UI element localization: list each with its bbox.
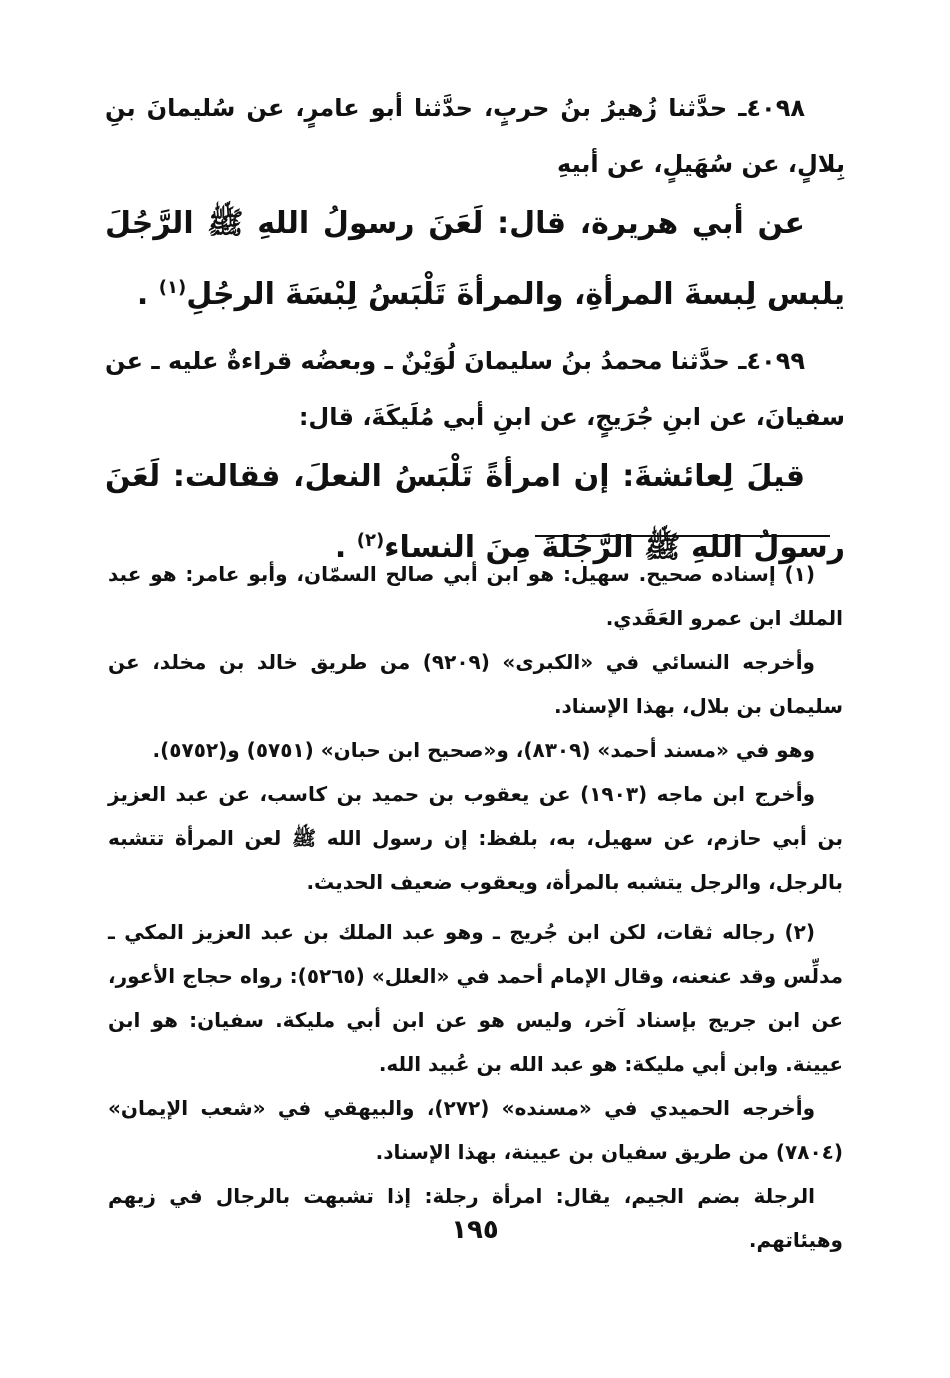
footnote-1-para-1: (١) إسناده صحيح. سهيل: هو ابن أبي صالح السمّان، وأبو عامر: هو عبد الملك ابن عمرو العَقَدي. xyxy=(108,562,843,630)
footnote-ref-2[interactable]: (٢) xyxy=(356,530,385,551)
hadith-4099-matn: قيلَ لِعائشةَ: إن امرأةً تَلْبَسُ النعلَ، فقالت: لَعَنَ رسولُ اللهِ ﷺ الرَّجُلةَ مِنَ النساء$^{(٢)}$ . xyxy=(105,459,845,565)
footnote-1-para-4: وأخرج ابن ماجه (١٩٠٣) عن يعقوب بن حميد بن كاسب، عن عبد العزيز بن أبي حازم، عن سهيل، به، بلفظ: إن رسول الله ﷺ لعن المرأة تتشبه بالرجل، والرجل يتشبه بالمرأة، ويعقوب ضعيف الحديث. xyxy=(108,782,843,894)
hadith-4099-isnad: ٤٠٩٩ـ حدَّثنا محمدُ بنُ سليمانَ لُوَيْنٌ ـ وبعضُه قراءةٌ عليه ـ عن سفيانَ، عن ابنِ جُرَيجٍ، عن ابنِ أبي مُلَيكَةَ، قال: xyxy=(105,347,845,431)
footnote-2-para-1: (٢) رجاله ثقات، لكن ابن جُريج ـ وهو عبد الملك بن عبد العزيز المكي ـ مدلِّس وقد عنعنه، وقال الإمام أحمد في «العلل» (٥٢٦٥): رواه حجاج الأعور، عن ابن جريج بإسناد آخر، وليس هو عن ابن أبي مليكة. سفيان: هو ابن عيينة. وابن أبي مليكة: هو عبد الله بن عُبيد الله. xyxy=(108,920,844,1076)
page-number: ١٩٥ xyxy=(451,1215,499,1245)
footnote-1-para-2: وأخرجه النسائي في «الكبرى» (٩٢٠٩) من طريق خالد بن مخلد، عن سليمان بن بلال، بهذا الإسناد. xyxy=(108,650,843,718)
footnote-ref-1[interactable]: (١) xyxy=(158,277,187,298)
main-text xyxy=(105,80,845,580)
footnote-2-para-2: وأخرجه الحميدي في «مسنده» (٢٧٢)، والبيهقي في «شعب الإيمان» (٧٨٠٤) من طريق سفيان بن عيينة، بهذا الإسناد. xyxy=(108,1096,843,1164)
footnote-2-para-3: الرجلة بضم الجيم، يقال: امرأة رجلة: إذا تشبهت بالرجال في زيهم وهيئاتهم. xyxy=(108,1184,843,1252)
footnotes xyxy=(108,552,843,1262)
hadith-4098-matn: عن أبي هريرة، قال: لَعَنَ رسولُ اللهِ ﷺ الرَّجُلَ يلبس لِبسةَ المرأةِ، والمرأةَ تَلْبَسُ لِبْسَةَ الرجُلِ$^{(١)}$ . xyxy=(105,206,845,312)
footnote-separator xyxy=(535,535,830,537)
footnote-1-para-3: وهو في «مسند أحمد» (٨٣٠٩)، و«صحيح ابن حبان» (٥٧٥١) و(٥٧٥٢). xyxy=(152,738,815,762)
hadith-4098-isnad: ٤٠٩٨ـ حدَّثنا زُهيرُ بنُ حربٍ، حدَّثنا أبو عامرٍ، عن سُليمانَ بنِ بِلالٍ، عن سُهَيلٍ، عن أبيهِ xyxy=(105,94,845,178)
